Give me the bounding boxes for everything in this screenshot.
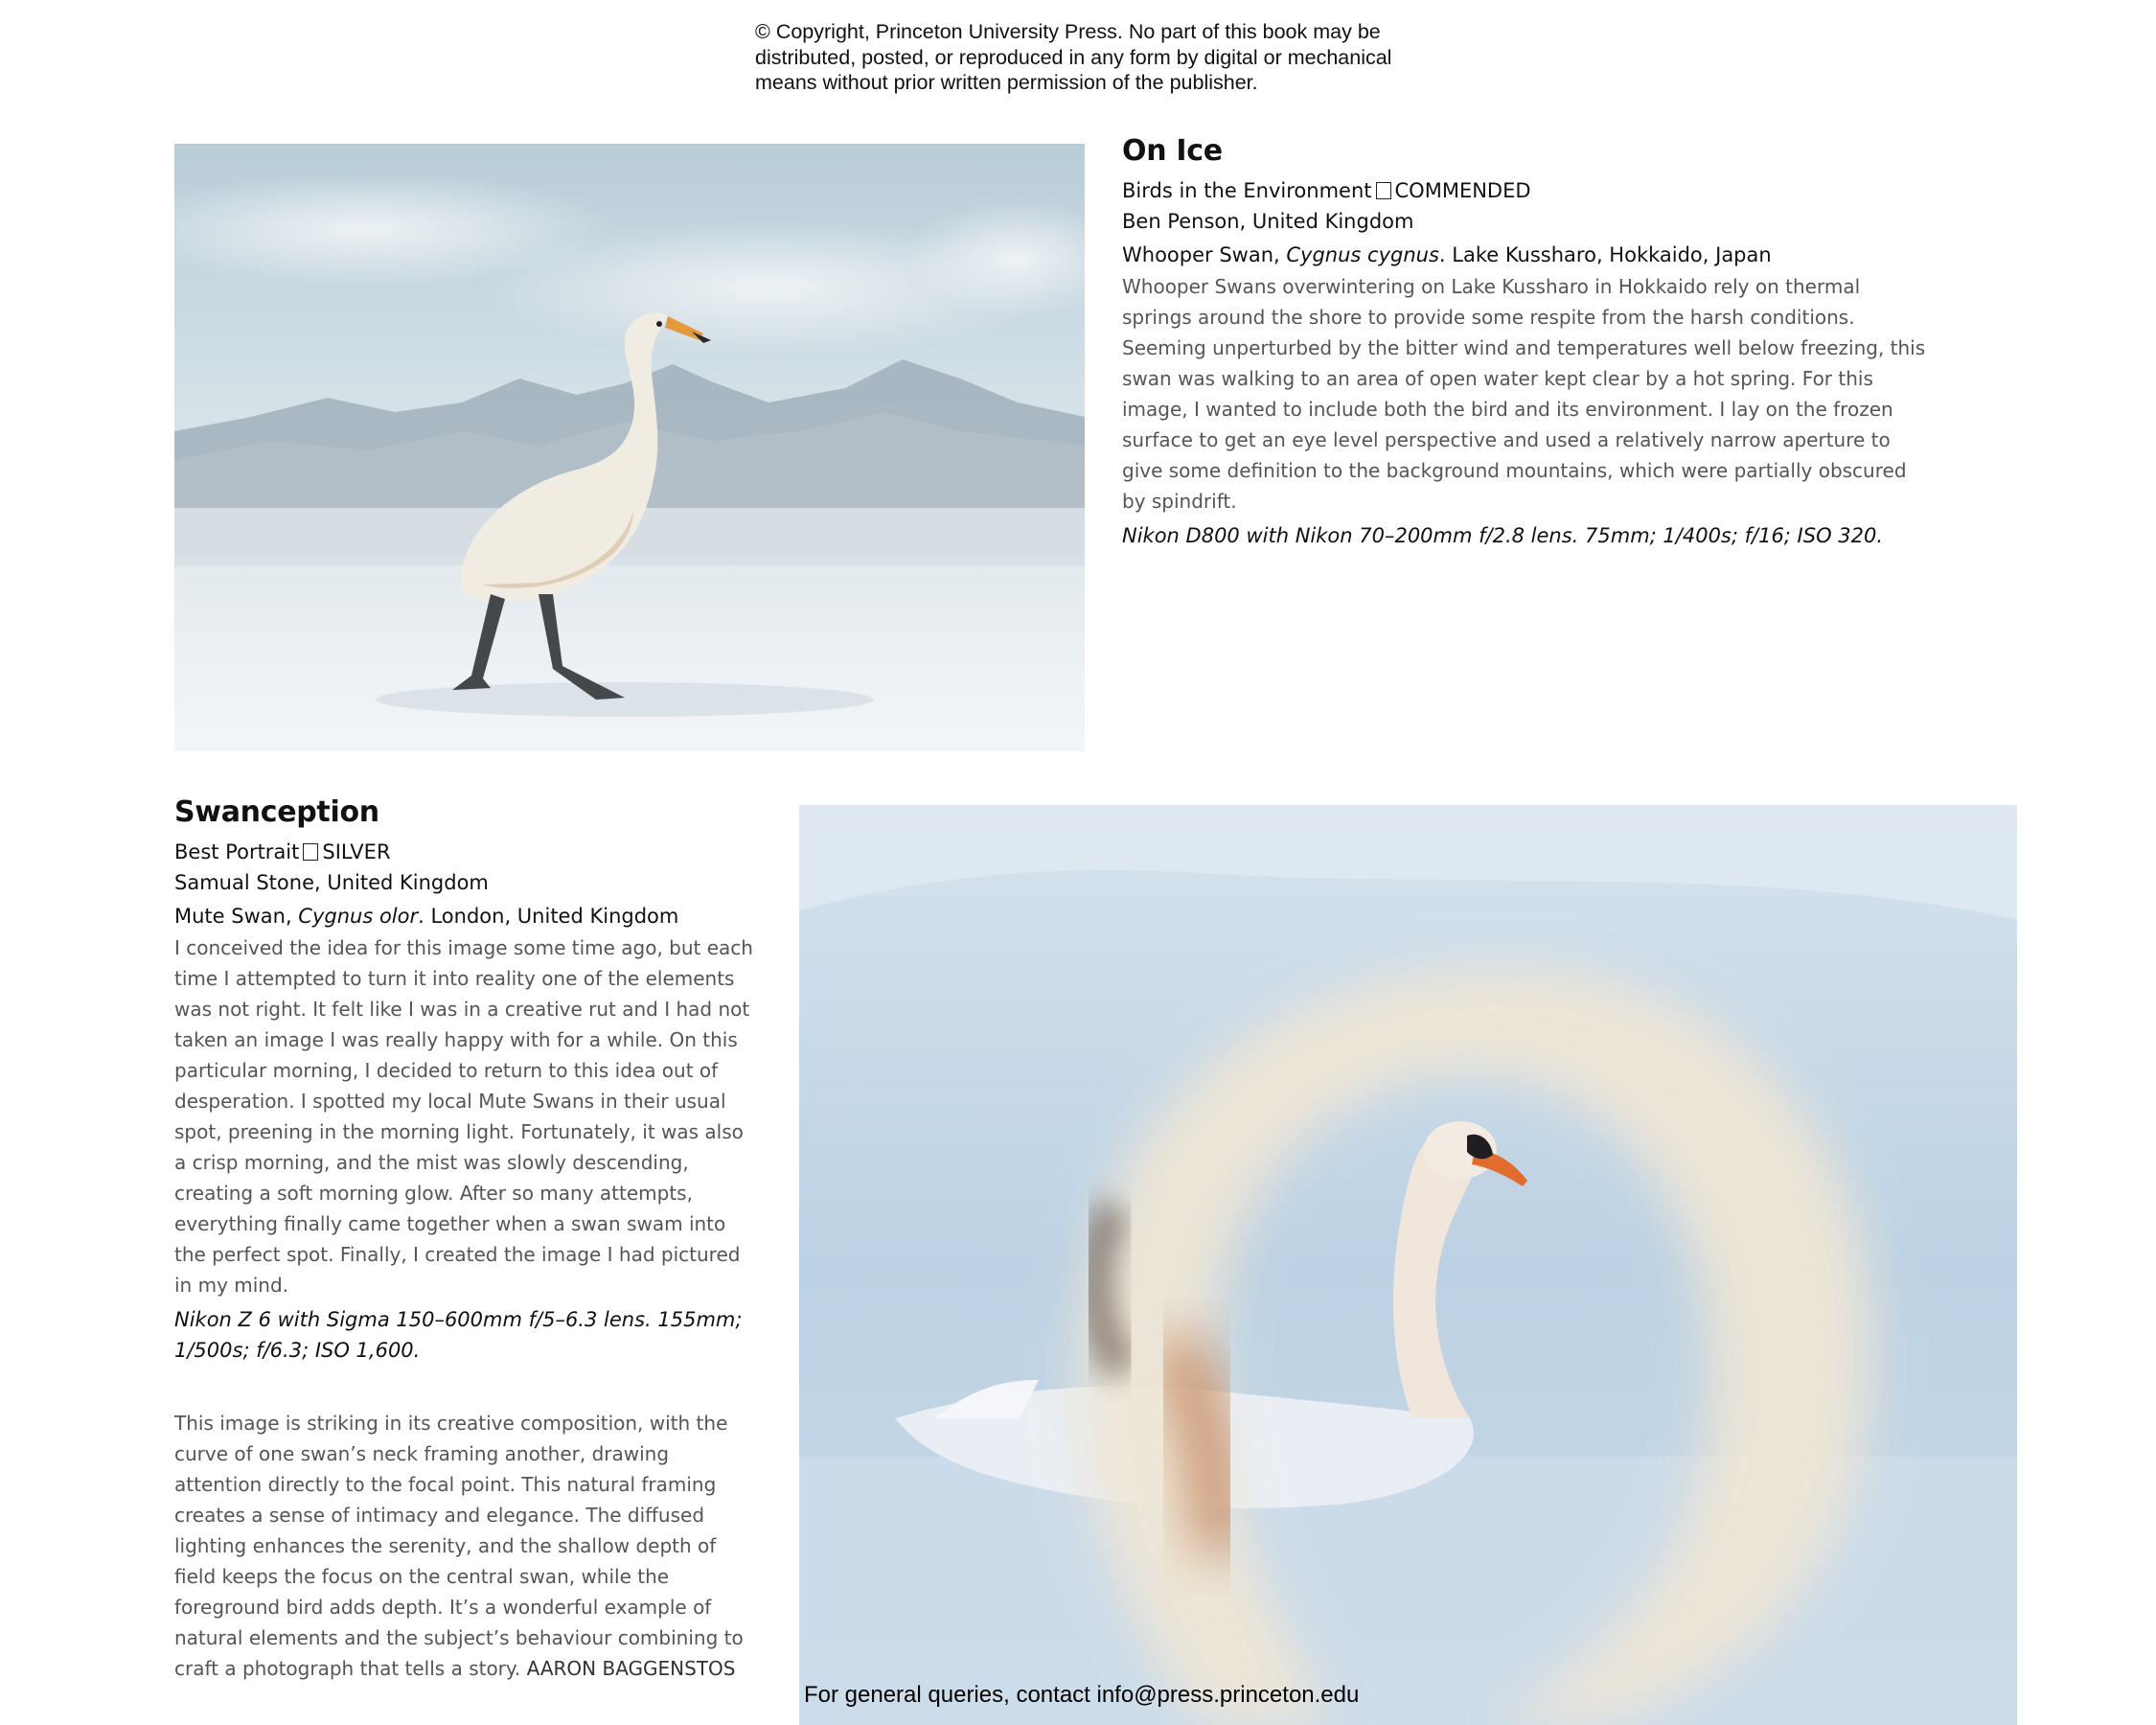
swanception-gear: Nikon Z 6 with Sigma 150–600mm f/5–6.3 lens. 155mm; 1/500s; f/6.3; ISO 1,600. bbox=[174, 1308, 743, 1362]
swanception-category-label: Best Portrait bbox=[174, 840, 300, 863]
on-ice-species bbox=[1122, 239, 1927, 271]
on-ice-caption bbox=[1122, 134, 1927, 551]
swanception-species-common: Mute Swan, bbox=[174, 905, 299, 928]
on-ice-species-common: Whooper Swan, bbox=[1122, 243, 1287, 266]
swan-on-ice-illustration bbox=[174, 144, 1085, 751]
on-ice-photographer: Ben Penson, United Kingdom bbox=[1122, 210, 1414, 233]
copyright-line-1: © Copyright, Princeton University Press. No part of this book may be bbox=[755, 20, 1381, 43]
on-ice-award: COMMENDED bbox=[1394, 179, 1531, 202]
swanception-award: SILVER bbox=[322, 840, 391, 863]
swanception-illustration bbox=[799, 805, 2017, 1725]
swanception-location: . London, United Kingdom bbox=[418, 905, 679, 928]
judge-name: AARON BAGGENSTOS bbox=[526, 1657, 736, 1680]
swanception-photographer: Samual Stone, United Kingdom bbox=[174, 871, 489, 894]
copyright-line-3: means without prior written permission of the publisher. bbox=[755, 71, 1258, 94]
judge-comment bbox=[174, 1408, 759, 1684]
on-ice-location: . Lake Kussharo, Hokkaido, Japan bbox=[1438, 243, 1772, 266]
swanception-description: I conceived the idea for this image some time ago, but each time I attempted to turn it into reality one of the elements was not right. It felt like I was in a creative rut and I had not taken an image I was really happy with for a while. On this particular morning, I decided to return to this idea out of desperation. I spotted my local Mute Swans in their usual spot, preening in the morning light. Fortunately, it was also a crisp morning, and the mist was slowly descending, creating a soft morning glow. After so many attempts, everything finally came together when a swan swam into the perfect spot. Finally, I created the image I had pictured in my mind. bbox=[174, 936, 753, 1297]
swanception-category bbox=[174, 837, 759, 867]
swanception-species bbox=[174, 900, 759, 932]
photo-whooper-swan-on-ice bbox=[174, 144, 1085, 751]
photo-swanception bbox=[799, 805, 2017, 1725]
copyright-notice bbox=[755, 19, 1426, 96]
on-ice-title: On Ice bbox=[1122, 134, 1223, 168]
footer-contact: For general queries, contact info@press.princeton.edu bbox=[804, 1682, 1360, 1708]
judge-comment-text: This image is striking in its creative composition, with the curve of one swan’s neck framing another, drawing attention directly to the focal point. This natural framing creates a sense of intimacy and elegance. The diffused lighting enhances the serenity, and the shallow depth of field keeps the focus on the central swan, while the foreground bird adds depth. It’s a wonderful example of natural elements and the subject’s behaviour combining to craft a photograph that tells a story. bbox=[174, 1412, 744, 1680]
award-box-icon bbox=[303, 843, 318, 861]
on-ice-category bbox=[1122, 175, 1927, 206]
on-ice-description: Whooper Swans overwintering on Lake Kussharo in Hokkaido rely on thermal springs around the shore to provide some respite from the harsh conditions. Seeming unperturbed by the bitter wind and temperatures well below freezing, this swan was walking to an area of open water kept clear by a hot spring. For this image, I wanted to include both the bird and its environment. I lay on the frozen surface to get an eye level perspective and used a relatively narrow aperture to give some definition to the background mountains, which were partially obscured by spindrift. bbox=[1122, 275, 1926, 513]
swanception-caption bbox=[174, 795, 759, 1684]
on-ice-category-label: Birds in the Environment bbox=[1122, 179, 1372, 202]
copyright-line-2: distributed, posted, or reproduced in any form by digital or mechanical bbox=[755, 45, 1392, 69]
on-ice-species-latin: Cygnus cygnus bbox=[1286, 243, 1439, 266]
on-ice-gear: Nikon D800 with Nikon 70–200mm f/2.8 lens. 75mm; 1/400s; f/16; ISO 320. bbox=[1122, 524, 1884, 547]
award-box-icon bbox=[1376, 182, 1391, 199]
swanception-species-latin: Cygnus olor bbox=[298, 905, 419, 928]
swanception-title: Swanception bbox=[174, 795, 379, 829]
